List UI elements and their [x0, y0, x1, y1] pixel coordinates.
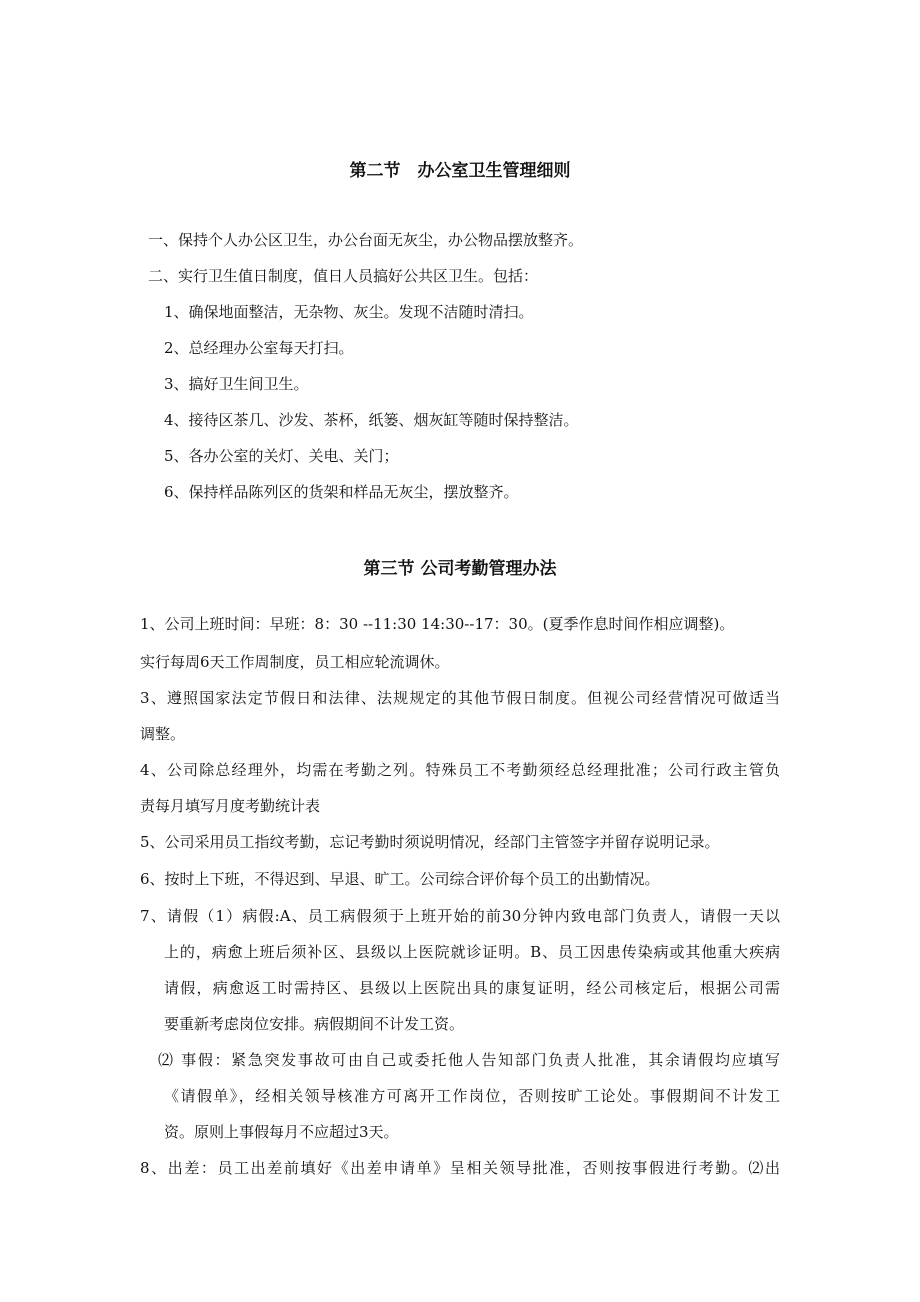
s3-line-14: 《请假单》，经相关领导核准方可离开工作岗位，否则按旷工论处。事假期间不计发工 — [164, 1087, 780, 1105]
s3-line-12: 要重新考虑岗位安排。病假期间不计发工资。 — [164, 1015, 465, 1033]
s3-line-1: 1、公司上班时间：早班：8：30 --11:30 14:30--17：30。(夏季作息时间作相应调整)。 — [140, 615, 735, 633]
s3-line-8: 6、按时上下班，不得迟到、早退、旷工。公司综合评价每个员工的出勤情况。 — [140, 870, 660, 888]
s3-line-2: 实行每周6天工作周制度，员工相应轮流调休。 — [140, 653, 450, 671]
s3-line-4: 调整。 — [140, 725, 186, 743]
s2-item-8: 6、保持样品陈列区的货架和样品无灰尘，摆放整齐。 — [164, 483, 519, 501]
s2-item-2: 二、实行卫生值日制度，值日人员搞好公共区卫生。包括： — [148, 267, 539, 285]
s3-line-7: 5、公司采用员工指纹考勤，忘记考勤时须说明情况，经部门主管签字并留存说明记录。 — [140, 833, 720, 851]
s2-item-3: 1、确保地面整洁，无杂物、灰尘。发现不洁随时清扫。 — [164, 303, 534, 321]
s2-item-1: 一、保持个人办公区卫生，办公台面无灰尘，办公物品摆放整齐。 — [148, 231, 584, 249]
s2-item-4: 2、总经理办公室每天打扫。 — [164, 339, 354, 357]
s2-item-5: 3、搞好卫生间卫生。 — [164, 375, 309, 393]
s3-line-13: ⑵ 事假：紧急突发事故可由自己或委托他人告知部门负责人批准，其余请假均应填写 — [158, 1051, 780, 1069]
s2-item-6: 4、接待区茶几、沙发、茶杯，纸篓、烟灰缸等随时保持整洁。 — [164, 411, 579, 429]
s3-line-9: 7、请假（1）病假:A、员工病假须于上班开始的前30分钟内致电部门负责人，请假一天以 — [140, 907, 780, 925]
s2-item-7: 5、各办公室的关灯、关电、关门； — [164, 447, 399, 465]
s3-line-10: 上的，病愈上班后须补区、县级以上医院就诊证明。B、员工因患传染病或其他重大疾病 — [164, 943, 780, 961]
s3-line-11: 请假，病愈返工时需持区、县级以上医院出具的康复证明，经公司核定后，根据公司需 — [164, 979, 780, 997]
s3-line-16: 8、出差：员工出差前填好《出差申请单》呈相关领导批准，否则按事假进行考勤。⑵出 — [140, 1159, 780, 1177]
section-3-title: 第三节 公司考勤管理办法 — [363, 559, 557, 579]
section-2-title: 第二节 办公室卫生管理细则 — [349, 161, 571, 181]
s3-line-5: 4、公司除总经理外，均需在考勤之列。特殊员工不考勤须经总经理批准；公司行政主管负 — [140, 761, 780, 779]
s3-line-3: 3、遵照国家法定节假日和法律、法规规定的其他节假日制度。但视公司经营情况可做适当 — [140, 689, 780, 707]
s3-line-6: 责每月填写月度考勤统计表 — [140, 797, 321, 815]
s3-line-15: 资。原则上事假每月不应超过3天。 — [164, 1123, 399, 1141]
